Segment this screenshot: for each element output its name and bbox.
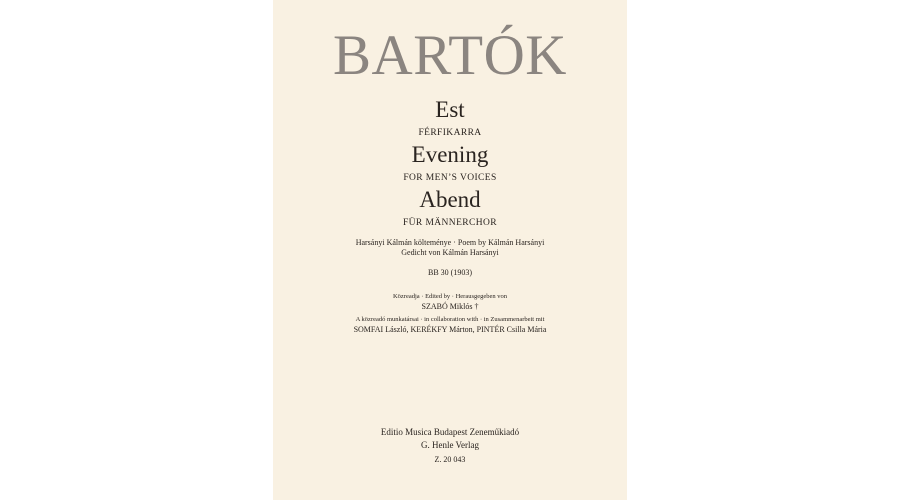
subtitle-english: FOR MEN’S VOICES bbox=[403, 173, 497, 183]
subtitle-hungarian: FÉRFIKARRA bbox=[418, 128, 482, 138]
title-german: Abend bbox=[419, 187, 481, 212]
collaborator-names: SOMFAI László, KERÉKFY Márton, PINTÉR Csilla Mária bbox=[353, 325, 547, 334]
title-hungarian: Est bbox=[435, 97, 465, 122]
composer-name: BARTÓK bbox=[333, 24, 567, 87]
edition-number: Z. 20 043 bbox=[434, 455, 466, 464]
catalogue-number: BB 30 (1903) bbox=[428, 268, 472, 277]
publisher-line-2: G. Henle Verlag bbox=[420, 440, 480, 450]
edited-by-label: Közreadja · Edited by · Herausgegeben von bbox=[392, 293, 508, 300]
poem-credit-line-2: Gedicht von Kálmán Harsányi bbox=[401, 248, 499, 257]
subtitle-german: FÜR MÄNNERCHOR bbox=[402, 218, 498, 228]
poem-credit-line-1: Harsányi Kálmán költeménye · Poem by Kálmán Harsányi bbox=[355, 238, 545, 247]
score-cover bbox=[273, 0, 627, 500]
collaboration-label: A közreadó munkatársai · in collaboration with · in Zusammenarbeit mit bbox=[355, 316, 545, 323]
title-english: Evening bbox=[411, 142, 489, 167]
publisher-line-1: Editio Musica Budapest Zeneműkiadó bbox=[380, 427, 520, 437]
editor-name: SZABÓ Miklós † bbox=[421, 302, 479, 311]
